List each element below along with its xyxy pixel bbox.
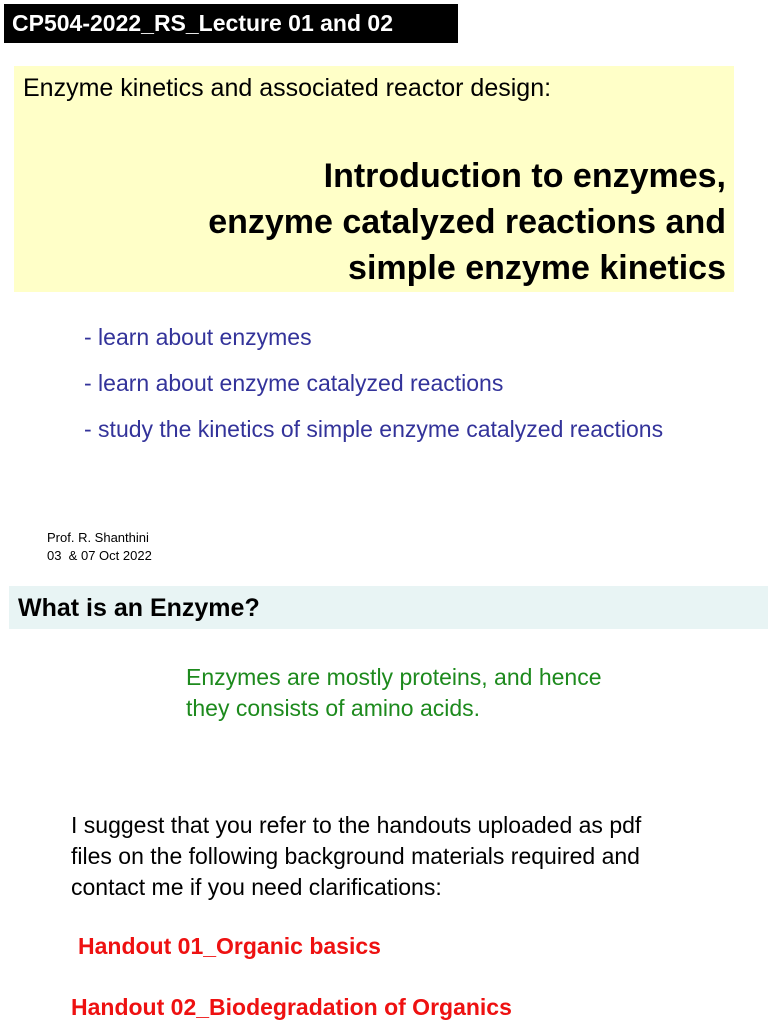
- learning-objective: - learn about enzymes: [84, 324, 312, 350]
- author-and-date: [47, 529, 152, 565]
- course-code-banner: CP504-2022_RS_Lecture 01 and 02: [4, 4, 458, 43]
- instruction-line: I suggest that you refer to the handouts uploaded as pdf: [71, 812, 642, 838]
- learning-objective: - learn about enzyme catalyzed reactions: [84, 370, 504, 396]
- enzyme-definition: [186, 662, 601, 724]
- instruction-line: files on the following background materials required and: [71, 843, 640, 869]
- definition-line: they consists of amino acids.: [186, 695, 481, 721]
- instruction-line: contact me if you need clarifications:: [71, 874, 442, 900]
- definition-line: Enzymes are mostly proteins, and hence: [186, 664, 602, 690]
- handout-organic-basics: Handout 01_Organic basics: [78, 933, 381, 959]
- lecture-title-panel: [14, 66, 734, 292]
- handout-instruction: [71, 810, 641, 903]
- lecture-main-title: [208, 153, 726, 291]
- author-name: Prof. R. Shanthini: [47, 530, 149, 545]
- lecture-dates: 03 & 07 Oct 2022: [47, 548, 152, 563]
- enzyme-question-header: [9, 586, 768, 629]
- lecture-series-intro: Enzyme kinetics and associated reactor design:: [23, 74, 552, 102]
- main-title-line: Introduction to enzymes,: [323, 157, 726, 195]
- handout-biodegradation-organics: Handout 02_Biodegradation of Organics: [71, 994, 512, 1020]
- main-title-line: simple enzyme kinetics: [348, 249, 726, 287]
- learning-objective: - study the kinetics of simple enzyme catalyzed reactions: [84, 416, 664, 442]
- section-heading: What is an Enzyme?: [18, 594, 260, 622]
- learning-objectives-list: [84, 320, 663, 458]
- main-title-line: enzyme catalyzed reactions and: [208, 203, 726, 241]
